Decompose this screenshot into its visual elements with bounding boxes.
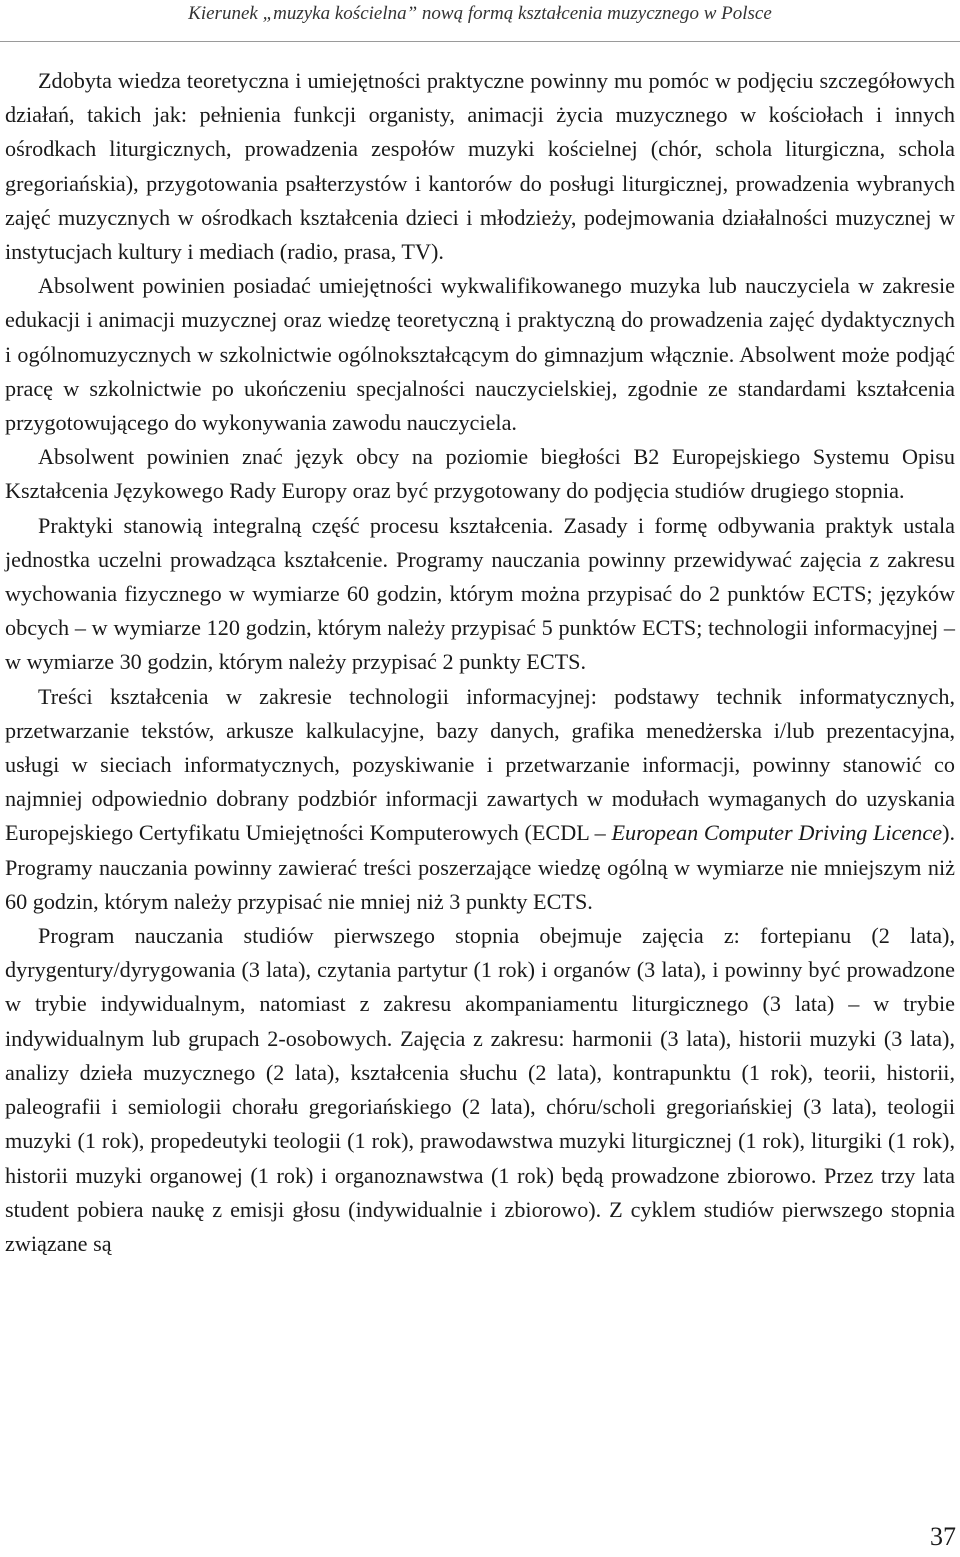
paragraph-graduate-teacher: Absolwent powinien posiadać umiejętności wykwalifikowanego muzyka lub nauczyciela w zakresie edukacji i animacji muzycznej oraz wiedzę teoretyczną i praktyczną do prowadzenia zajęć dydaktycznych i ogólnomuzycznych w szkolnictwie ogólnokształcącym do gimnazjum włącznie. Absolwent może podjąć pracę w szkolnictwie po ukończeniu specjalności nauczycielskiej, zgodnie ze standardami kształcenia przygotowującego do wykonywania zawodu nauczyciela.	[5, 273, 955, 436]
paragraph-it-content-part-2: ). Programy nauczania powinny zawierać treści poszerzające wiedzę ogólną w wymiarze nie mniejszym niż 60 godzin, którym należy przypisać nie mniej niż 3 punkty ECTS.	[5, 820, 955, 914]
paragraph-it-content	[5, 680, 955, 919]
paragraph-internships: Praktyki stanowią integralną część procesu kształcenia. Zasady i formę odbywania praktyk ustala jednostka uczelni prowadząca kształcenie. Programy nauczania powinny przewidywać zajęcia z zakresu wychowania fizycznego w wymiarze 60 godzin, którym można przypisać do 2 punktów ECTS; języków obcych – w wymiarze 120 godzin, którym należy przypisać 5 punktów ECTS; technologii informacyjnej – w wymiarze 30 godzin, którym należy przypisać 2 punkty ECTS.	[5, 512, 955, 675]
running-header-title: Kierunek „muzyka kościelna” nową formą kształcenia muzycznego w Polsce	[188, 3, 772, 24]
paragraph-graduate-skills: Zdobyta wiedza teoretyczna i umiejętności praktyczne powinny mu pomóc w podjęciu szczegółowych działań, takich jak: pełnienia funkcji organisty, animacji życia muzycznego w kościołach i innych ośrodkach liturgicznych, prowadzenia zespołów muzyki kościelnej (chór, schola liturgiczna, schola gregoriańskia), przygotowania psałterzystów i kantorów do posługi liturgicznej, prowadzenia wybranych zajęć muzycznych w ośrodkach kształcenia dzieci i młodzieży, podejmowania działalności muzycznej w instytucjach kultury i mediach (radio, prasa, TV).	[5, 68, 955, 265]
paragraph-it-content-part-1: Treści kształcenia w zakresie technologii informacyjnej: podstawy technik informatycznych, przetwarzanie tekstów, arkusze kalkulacyjne, bazy danych, grafika menedżerska i/lub prezentacyjna, usługi w sieciach informatycznych, pozyskiwanie i przetwarzanie informacji, powinny stanowić co najmniej odpowiednio dobrany podzbiór informacji zawartych w modułach wymaganych do uzyskania Europejskiego Certyfikatu Umiejętności Komputerowych (ECDL –	[5, 683, 955, 846]
page-body	[5, 64, 955, 1261]
page-number: 37	[930, 1522, 956, 1551]
paragraph-it-content-italic: European Computer Driving Licence	[611, 820, 943, 846]
paragraph-curriculum: Program nauczania studiów pierwszego stopnia obejmuje zajęcia z: fortepianu (2 lata), dyrygentury/dyrygowania (3 lata), czytania partytur (1 rok) i organów (3 lata), i powinny być prowadzone w trybie indywidualnym, natomiast z zakresu akompaniamentu liturgicznego (3 lata) – w trybie indywidualnym lub grupach 2-osobowych. Zajęcia z zakresu: harmonii (3 lata), historii muzyki (3 lata), analizy dzieła muzycznego (2 lata), kształcenia słuchu (2 lata), kontrapunktu (1 rok), teorii, historii, paleografii i semiologii chorału gregoriańskiego (2 lata), chóru/scholi gregoriańskiej (3 lata), teologii muzyki (1 rok), propedeutyki teologii (1 rok), prawodawstwa muzyki liturgicznej (1 rok), liturgiki (1 rok), historii muzyki organowej (1 rok) i organoznawstwa (1 rok) będą prowadzone zbiorowo. Przez trzy lata student pobiera naukę z emisji głosu (indywidualnie i zbiorowo). Z cyklem studiów pierwszego stopnia związane są	[5, 923, 955, 1256]
paragraph-language-requirement: Absolwent powinien znać język obcy na poziomie biegłości B2 Europejskiego Systemu Opisu Kształcenia Językowego Rady Europy oraz być przygotowany do podjęcia studiów drugiego stopnia.	[5, 444, 955, 504]
running-header	[0, 0, 960, 42]
